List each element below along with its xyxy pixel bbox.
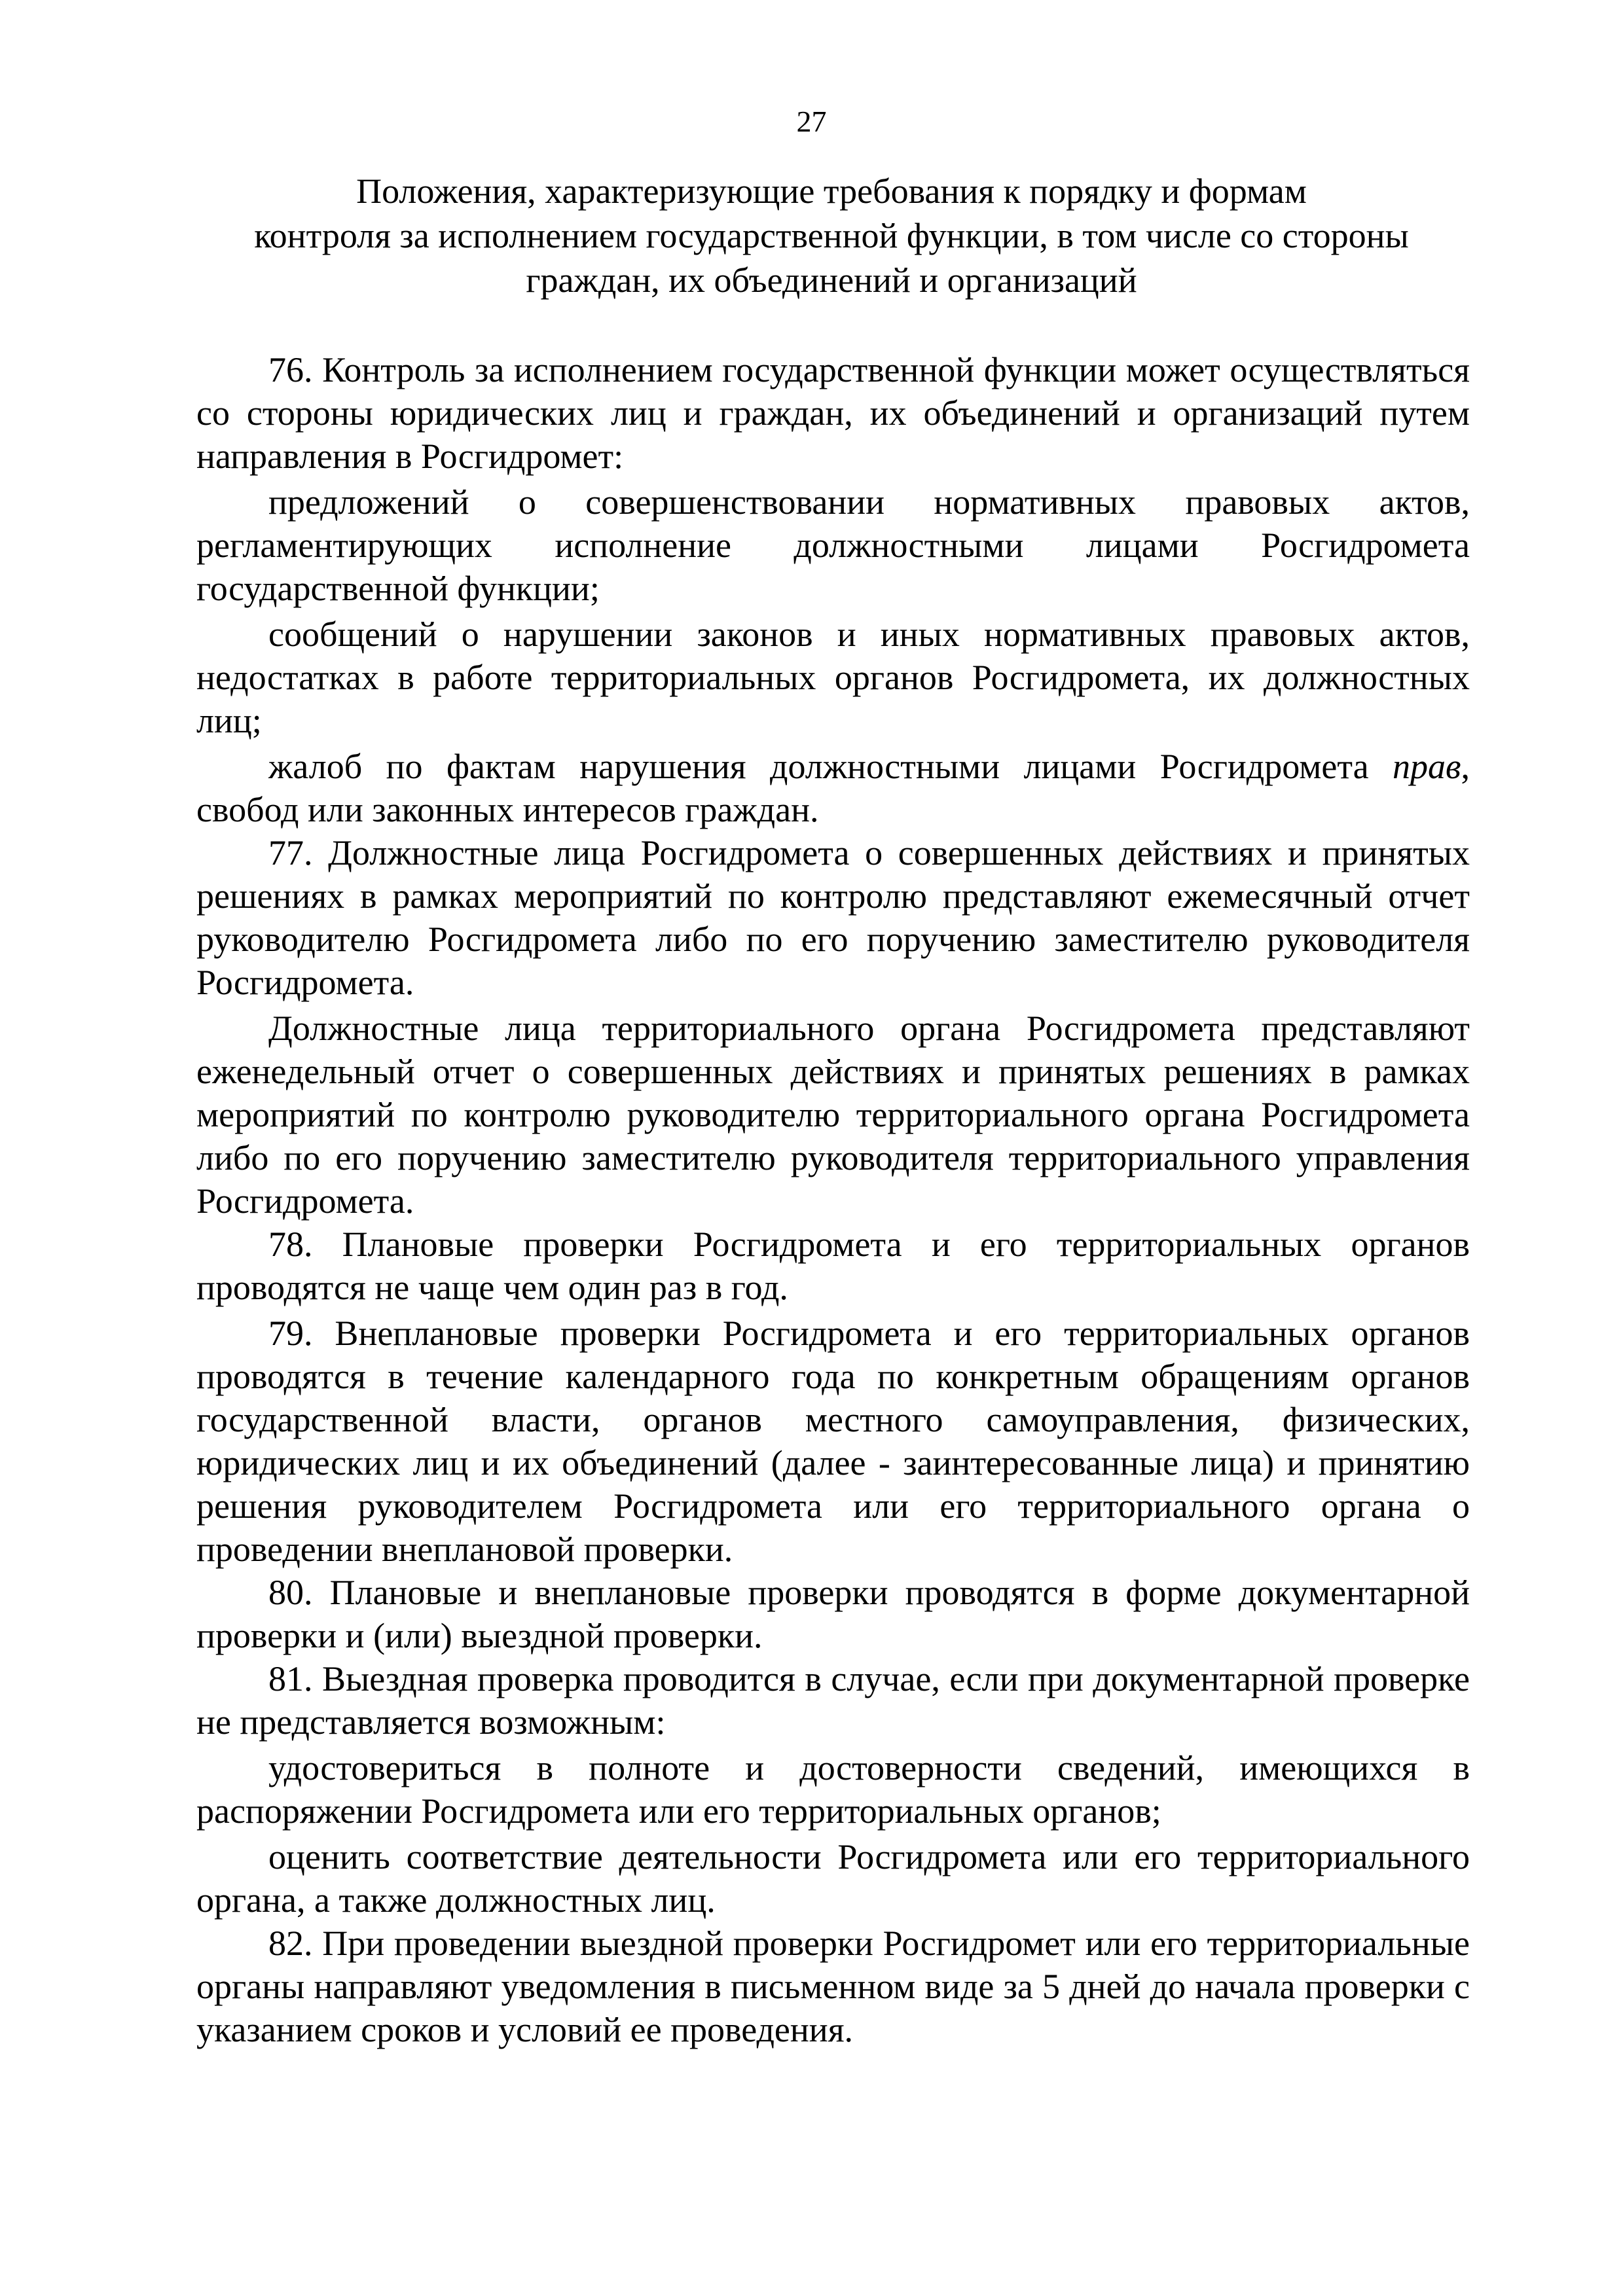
section-title bbox=[196, 169, 1467, 302]
paragraph-81: 81. Выездная проверка проводится в случае, если при документарной проверке не представляется возможным: bbox=[196, 1659, 1470, 1742]
paragraph-item-reports: сообщений о нарушении законов и иных нормативных правовых актов, недостатках в работе территориальных органов Росгидромета, их должностных лиц; bbox=[196, 615, 1470, 740]
paragraph-78: 78. Плановые проверки Росгидромета и его территориальных органов проводятся не чаще чем один раз в год. bbox=[196, 1225, 1470, 1307]
paragraph-item-assess: оценить соответствие деятельности Росгидромета или его территориального органа, а также должностных лиц. bbox=[196, 1837, 1470, 1920]
paragraph-77-territorial: Должностные лица территориального органа Росгидромета представляют еженедельный отчет о совершенных действиях и принятых решениях в рамках мероприятий по контролю руководителю территориального органа Росгидромета либо по его поручению заместителю руководителя территориального управления Росгидромета. bbox=[196, 1009, 1470, 1221]
section-title-line: Положения, характеризующие требования к порядку и формам bbox=[356, 171, 1307, 211]
paragraph-82: 82. При проведении выездной проверки Росгидромет или его территориальные органы направляют уведомления в письменном виде за 5 дней до начала проверки с указанием сроков и условий ее проведения. bbox=[196, 1924, 1470, 2049]
document-body bbox=[196, 348, 1470, 2051]
paragraph-item-complaints bbox=[196, 745, 1470, 831]
complaints-text-end: , свобод или законных интересов граждан. bbox=[196, 747, 1470, 829]
paragraph-79: 79. Внеплановые проверки Росгидромета и его территориальных органов проводятся в течение календарного года по конкретным обращениям органов государственной власти, органов местного самоуправления, физических, юридических лиц и их объединений (далее - заинтересованные лица) и принятию решения руководителем Росгидромета или его территориального органа о проведении внеплановой проверки. bbox=[196, 1314, 1470, 1569]
page-number: 27 bbox=[796, 105, 827, 138]
paragraph-item-proposals: предложений о совершенствовании нормативных правовых актов, регламентирующих исполнение должностными лицами Росгидромета государственной функции; bbox=[196, 482, 1470, 608]
complaints-italic-word: прав bbox=[1393, 747, 1461, 786]
section-title-line: граждан, их объединений и организаций bbox=[526, 260, 1137, 300]
paragraph-80: 80. Плановые и внеплановые проверки проводятся в форме документарной проверки и (или) выездной проверки. bbox=[196, 1573, 1470, 1655]
paragraph-76: 76. Контроль за исполнением государственной функции может осуществляться со стороны юридических лиц и граждан, их объединений и организаций путем направления в Росгидромет: bbox=[196, 350, 1470, 476]
paragraph-77: 77. Должностные лица Росгидромета о совершенных действиях и принятых решениях в рамках мероприятий по контролю представляют ежемесячный отчет руководителю Росгидромета либо по его поручению заместителю руководителя Росгидромета. bbox=[196, 833, 1470, 1002]
section-title-line: контроля за исполнением государственной функции, в том числе со стороны bbox=[254, 216, 1409, 255]
complaints-text-start: жалоб по фактам нарушения должностными лицами Росгидромета bbox=[268, 747, 1393, 786]
paragraph-item-verify: удостовериться в полноте и достоверности сведений, имеющихся в распоряжении Росгидромета или его территориальных органов; bbox=[196, 1748, 1470, 1831]
